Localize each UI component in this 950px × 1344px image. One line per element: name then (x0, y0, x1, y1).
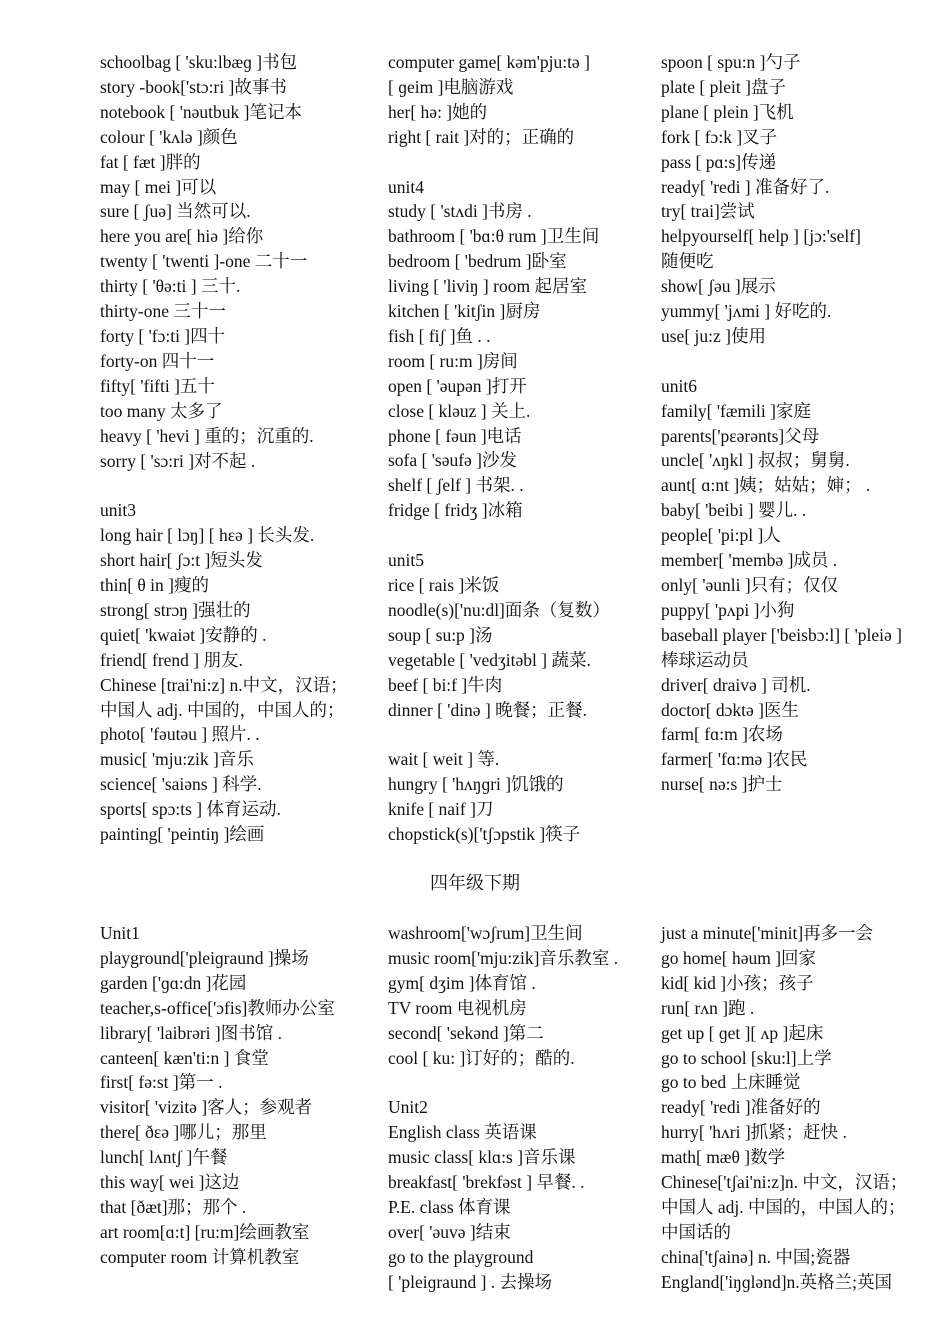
vocab-entry: plane [ plein ]飞机 (661, 101, 794, 122)
vocab-entry: right [ rait ]对的；正确的 (388, 126, 575, 147)
vocab-entry: aunt[ ɑ:nt ]姨；姑姑；婶； . (661, 475, 871, 496)
vocab-entry: fork [ fɔ:k ]叉子 (661, 126, 778, 147)
vocab-entry: fish [ fiʃ ]鱼 . . (388, 325, 491, 346)
vocab-entry: go to bed 上床睡觉 (661, 1072, 801, 1093)
vocab-entry: P.E. class 体育课 (388, 1196, 511, 1217)
vocab-entry: kitchen [ 'kitʃin ]厨房 (388, 301, 541, 322)
vocab-entry: may [ mei ]可以 (100, 176, 217, 197)
vocab-entry: ready[ 'redi ]准备好的 (661, 1097, 821, 1118)
vocab-entry: math[ mæθ ]数学 (661, 1147, 786, 1168)
vocab-entry: too many 太多了 (100, 400, 223, 421)
unit-heading: unit5 (388, 550, 424, 571)
vocab-entry: over[ 'əuvə ]结束 (388, 1221, 511, 1242)
vocab-entry: sofa [ 'səufə ]沙发 (388, 450, 518, 471)
vocab-entry: people[ 'pi:pl ]人 (661, 525, 781, 546)
vocab-entry: helpyourself[ help ] [jɔ:'self] (661, 226, 861, 247)
vocab-entry: kid[ kid ]小孩；孩子 (661, 972, 814, 993)
vocab-entry: driver[ draivə ] 司机. (661, 674, 811, 695)
vocab-entry: washroom['wɔʃrum]卫生间 (388, 923, 583, 943)
vocab-entry: long hair [ lɔŋ] [ hεə ] 长头发. (100, 525, 315, 546)
vocab-entry: library[ 'laibrəri ]图书馆 . (100, 1022, 282, 1043)
unit-heading: unit3 (100, 500, 136, 521)
vocab-entry: schoolbag [ 'sku:lbæɡ ]书包 (100, 52, 298, 72)
vocab-entry: science[ 'saiəns ] 科学. (100, 774, 262, 795)
vocab-entry: sorry [ 'sɔ:ri ]对不起 . (100, 450, 256, 471)
vocab-entry: teacher,s-office['ɔfis]教师办公室 (100, 997, 335, 1018)
vocab-entry: use[ ju:z ]使用 (661, 325, 766, 346)
vocab-entry: Chinese['tʃai'ni:z]n. 中文，汉语； (661, 1172, 908, 1193)
blank-line (100, 473, 370, 498)
vocab-entry: music class[ klɑ:s ]音乐课 (388, 1147, 576, 1168)
vocab-entry: family[ 'fæmili ]家庭 (661, 400, 811, 421)
vocab-entry: lunch[ lʌntʃ ]午餐 (100, 1147, 228, 1168)
vocab-entry: baseball player ['beisbɔ:l] [ 'pleiə ] (661, 624, 902, 645)
vocab-entry: go to school [sku:l]上学 (661, 1047, 832, 1068)
vocab-entry: thirty [ 'θə:ti ] 三十. (100, 276, 241, 297)
vocab-entry: forty-on 四十一 (100, 350, 215, 371)
vocab-entry: thirty-one 三十一 (100, 301, 226, 322)
vocab-entry: hurry[ 'hʌri ]抓紧；赶快 . (661, 1122, 847, 1143)
vocab-entry: gym[ dʒim ]体育馆 . (388, 972, 536, 993)
vocab-entry: hungry [ 'hʌŋɡri ]饥饿的 (388, 774, 564, 795)
vocab-entry: story -book['stɔ:ri ]故事书 (100, 76, 287, 97)
vocab-entry: art room[ɑ:t] [ru:m]绘画教室 (100, 1221, 310, 1242)
vocab-entry: beef [ bi:f ]牛肉 (388, 674, 503, 695)
vocab-entry: 棒球运动员 (661, 649, 749, 670)
vocab-entry: [ 'pleiɡraund ] . 去操场 (388, 1271, 553, 1292)
unit-heading: unit4 (388, 176, 424, 197)
vocab-entry: Chinese [trai'ni:z] n.中文，汉语； (100, 674, 348, 695)
vocab-entry: 随便吃 (661, 251, 714, 272)
top-column-2 (388, 50, 653, 847)
vocab-entry: her[ hə: ]她的 (388, 101, 488, 122)
bottom-column-1 (100, 921, 350, 1270)
blank-line (661, 349, 941, 374)
vocab-entry: spoon [ spu:n ]勺子 (661, 52, 801, 72)
section-heading: 四年级下期 (430, 873, 520, 893)
vocab-entry: only[ 'əunli ]只有；仅仅 (661, 575, 839, 596)
vocab-entry: photo[ 'fəutəu ] 照片. . (100, 724, 260, 745)
vocab-entry: canteen[ kæn'ti:n ] 食堂 (100, 1047, 269, 1068)
vocab-entry: parents['pεərənts]父母 (661, 425, 820, 446)
vocab-entry: run[ rʌn ]跑 . (661, 997, 755, 1018)
vocab-entry: ready[ 'redi ] 准备好了. (661, 176, 830, 197)
vocab-entry: phone [ fəun ]电话 (388, 425, 522, 446)
vocab-entry: pass [ pɑ:s]传递 (661, 151, 777, 172)
vocab-entry: 中国人 adj. 中国的，中国人的； (661, 1196, 906, 1217)
vocab-entry: heavy [ 'hevi ] 重的；沉重的. (100, 425, 314, 446)
vocab-entry: sure [ ʃuə] 当然可以. (100, 201, 251, 222)
vocab-entry: playground['pleiɡraund ]操场 (100, 947, 309, 968)
top-column-3 (661, 50, 941, 797)
vocab-entry: noodle(s)['nu:dl]面条（复数） (388, 599, 610, 620)
vocab-entry: rice [ rais ]米饭 (388, 575, 500, 595)
blank-line (388, 1070, 653, 1095)
vocab-entry: room [ ru:m ]房间 (388, 350, 518, 371)
vocab-entry: [ ɡeim ]电脑游戏 (388, 76, 514, 97)
vocab-entry: fat [ fæt ]胖的 (100, 151, 201, 172)
vocab-entry: vegetable [ 'vedʒitəbl ] 蔬菜. (388, 649, 591, 670)
vocab-entry: doctor[ dɔktə ]医生 (661, 699, 800, 720)
unit-heading: unit6 (661, 375, 697, 396)
vocab-entry: computer room 计算机教室 (100, 1246, 300, 1267)
vocab-entry: china['tʃainə] n. 中国;瓷器 (661, 1246, 851, 1267)
vocab-entry: baby[ 'beibi ] 婴儿. . (661, 500, 807, 521)
vocab-entry: TV room 电视机房 (388, 997, 527, 1018)
vocab-entry: twenty [ 'twenti ]-one 二十一 (100, 251, 308, 272)
unit-heading: Unit1 (100, 923, 140, 943)
unit-heading: Unit2 (388, 1097, 428, 1118)
vocab-entry: first[ fə:st ]第一 . (100, 1072, 223, 1093)
vocab-entry: 中国人 adj. 中国的，中国人的； (100, 699, 345, 720)
vocab-entry: bathroom [ 'bɑ:θ rum ]卫生间 (388, 226, 600, 247)
vocab-entry: there[ ðεə ]哪儿；那里 (100, 1122, 267, 1143)
vocab-entry: quiet[ 'kwaiət ]安静的 . (100, 624, 267, 645)
vocab-entry: friend[ frend ] 朋友. (100, 649, 243, 670)
vocab-entry: painting[ 'peintiŋ ]绘画 (100, 824, 265, 845)
vocab-entry: breakfast[ 'brekfəst ] 早餐. . (388, 1172, 585, 1193)
vocab-entry: sports[ spɔ:ts ] 体育运动. (100, 799, 281, 820)
vocab-entry: thin[ θ in ]瘦的 (100, 575, 209, 596)
vocab-entry: music[ 'mju:zik ]音乐 (100, 749, 254, 770)
vocab-entry: bedroom [ 'bedrum ]卧室 (388, 251, 567, 272)
vocab-entry: short hair[ ʃɔ:t ]短头发 (100, 550, 263, 571)
vocab-entry: England['iŋɡlənd]n.英格兰;英国 (661, 1271, 893, 1292)
vocab-entry: 中国话的 (661, 1221, 731, 1242)
vocab-entry: farmer[ 'fɑ:mə ]农民 (661, 749, 808, 770)
vocab-entry: computer game[ kəm'pju:tə ] (388, 52, 590, 72)
blank-line (388, 722, 653, 747)
vocab-entry: fifty[ 'fifti ]五十 (100, 375, 215, 396)
vocab-entry: try[ trai]尝试 (661, 201, 755, 222)
vocab-entry: dinner [ 'dinə ] 晚餐；正餐. (388, 699, 588, 720)
vocab-entry: cool [ ku: ]订好的；酷的. (388, 1047, 575, 1068)
vocab-entry: get up [ ɡet ][ ʌp ]起床 (661, 1022, 824, 1043)
vocab-entry: go home[ həum ]回家 (661, 947, 817, 968)
vocab-entry: music room['mju:zik]音乐教室 . (388, 947, 619, 968)
vocab-entry: this way[ wei ]这边 (100, 1172, 240, 1193)
vocab-entry: here you are[ hiə ]给你 (100, 226, 264, 247)
vocab-entry: just a minute['minit]再多一会 (661, 923, 874, 943)
vocab-entry: that [ðæt]那；那个 . (100, 1196, 247, 1217)
vocab-entry: forty [ 'fɔ:ti ]四十 (100, 325, 226, 346)
vocab-entry: fridge [ fridʒ ]冰箱 (388, 500, 523, 521)
vocab-entry: colour [ 'kʌlə ]颜色 (100, 126, 238, 147)
bottom-column-3 (661, 921, 941, 1295)
vocab-entry: English class 英语课 (388, 1122, 537, 1143)
vocab-entry: uncle[ 'ʌŋkl ] 叔叔；舅舅. (661, 450, 850, 471)
vocab-entry: second[ 'sekənd ]第二 (388, 1022, 544, 1043)
vocab-entry: show[ ʃəu ]展示 (661, 276, 776, 297)
vocab-entry: garden ['ɡɑ:dn ]花园 (100, 972, 247, 993)
top-column-1 (100, 50, 370, 847)
vocab-entry: member[ 'membə ]成员 . (661, 550, 838, 571)
vocab-entry: shelf [ ʃelf ] 书架. . (388, 475, 524, 496)
vocab-entry: yummy[ 'jʌmi ] 好吃的. (661, 301, 832, 322)
vocab-entry: farm[ fɑ:m ]农场 (661, 724, 783, 745)
vocab-entry: strong[ strɔŋ ]强壮的 (100, 599, 251, 620)
vocab-entry: plate [ pleit ]盘子 (661, 76, 786, 97)
vocab-entry: close [ kləuz ] 关上. (388, 400, 531, 421)
vocab-entry: wait [ weit ] 等. (388, 749, 500, 770)
blank-line (388, 150, 653, 175)
vocab-entry: chopstick(s)['tʃɔpstik ]筷子 (388, 824, 581, 845)
vocab-entry: soup [ su:p ]汤 (388, 624, 493, 645)
vocab-entry: visitor[ 'vizitə ]客人；参观者 (100, 1097, 313, 1118)
blank-line (388, 523, 653, 548)
vocab-entry: go to the playground (388, 1246, 534, 1267)
vocab-entry: open [ 'əupən ]打开 (388, 375, 527, 396)
bottom-column-2 (388, 921, 653, 1295)
vocab-entry: knife [ naif ]刀 (388, 799, 494, 820)
vocab-entry: puppy[ 'pʌpi ]小狗 (661, 599, 795, 620)
vocab-entry: nurse[ nə:s ]护士 (661, 774, 783, 795)
vocab-entry: living [ 'liviŋ ] room 起居室 (388, 276, 587, 297)
vocab-entry: study [ 'stʌdi ]书房 . (388, 201, 532, 222)
vocab-entry: notebook [ 'nəutbuk ]笔记本 (100, 101, 302, 122)
